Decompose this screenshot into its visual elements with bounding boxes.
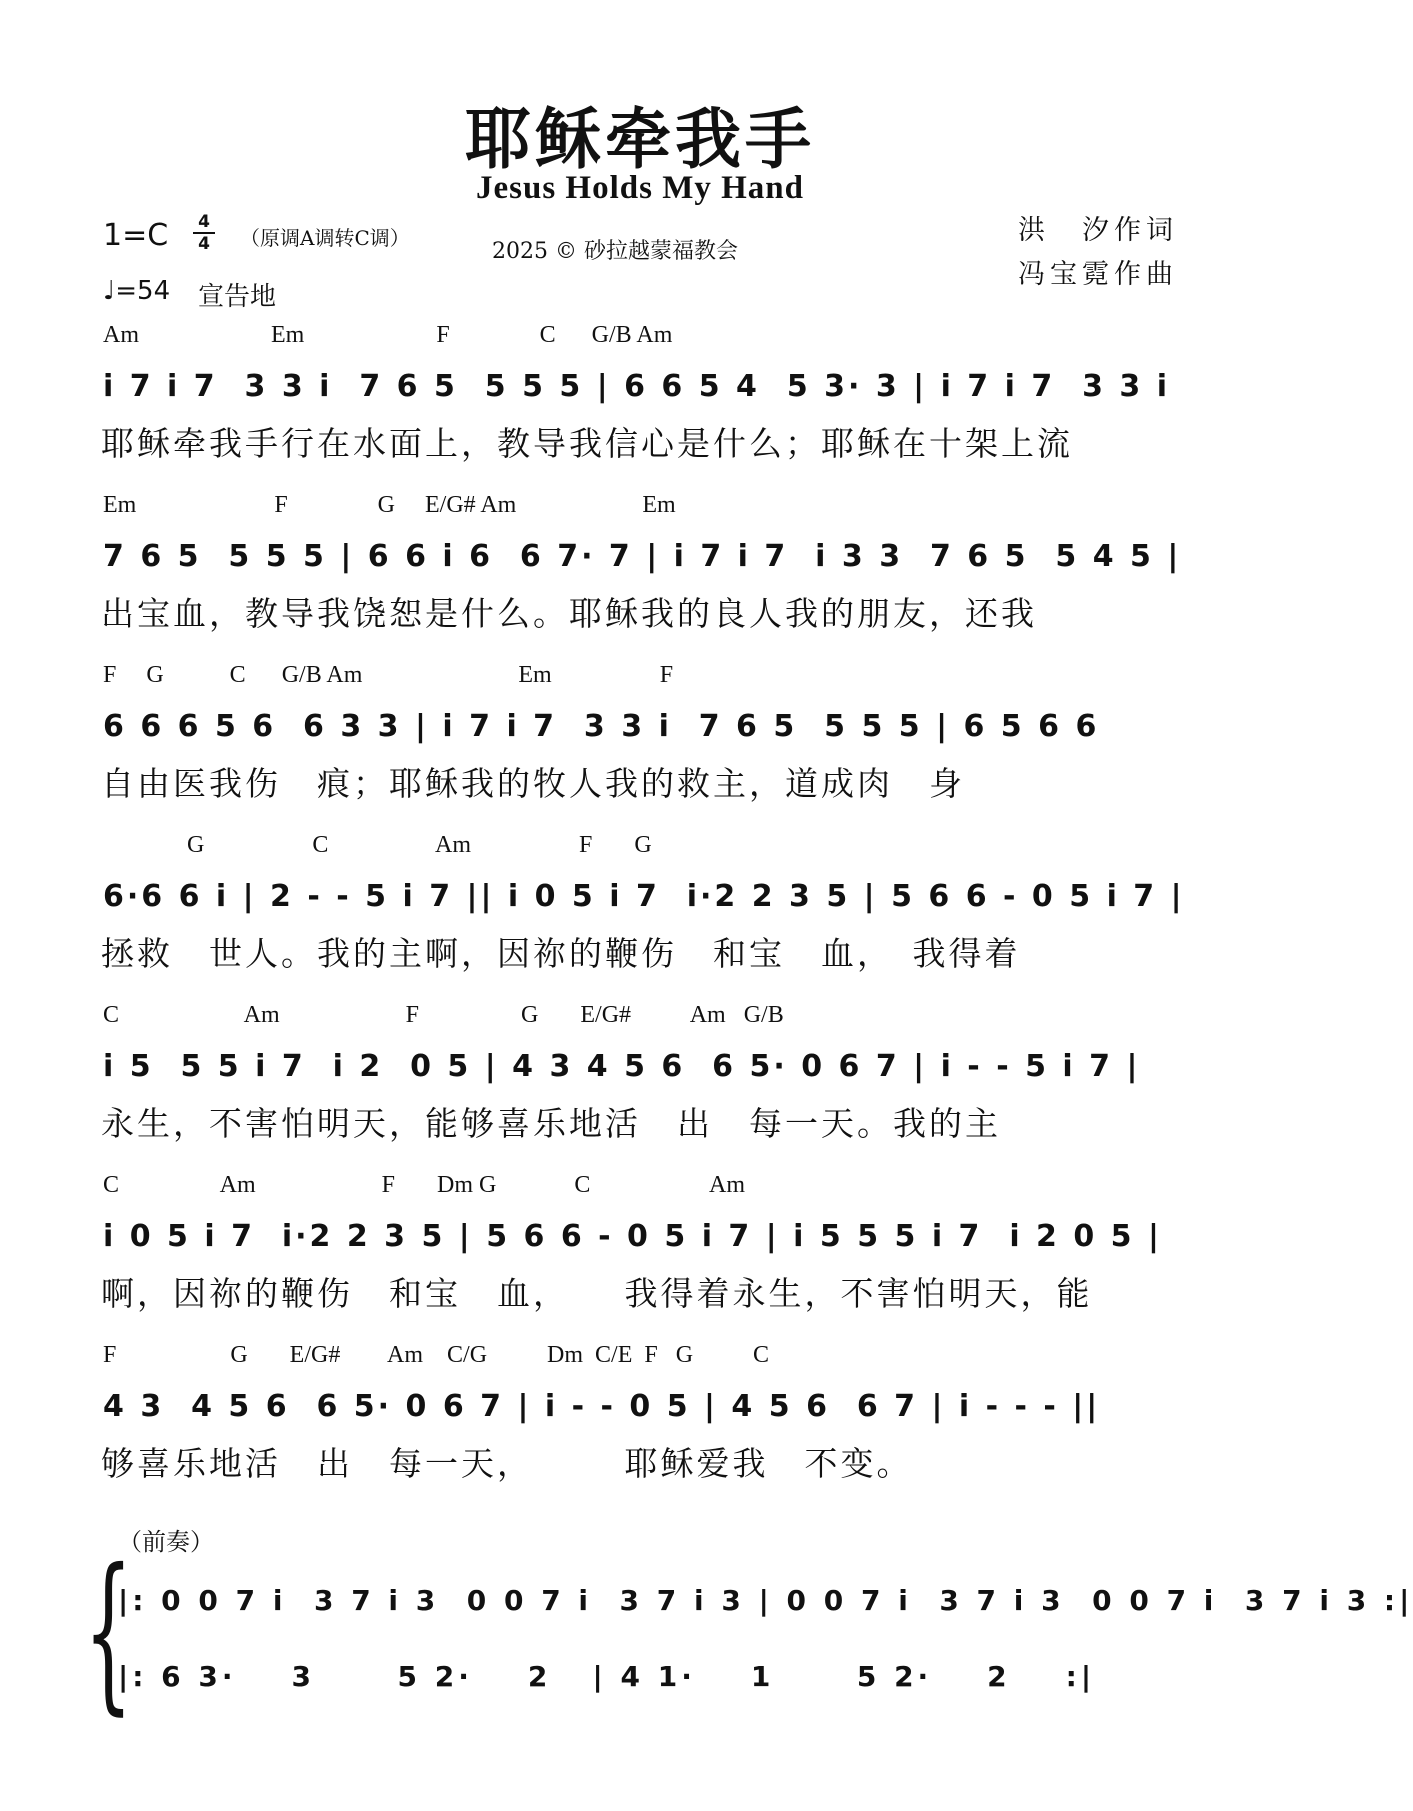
grand-staff-brace: { [84,1533,133,1731]
lyric-line: 永生，不害怕明天，能够喜乐地活 出 每一天。我的主 [101,1104,1001,1143]
lyric-line: 自由医我伤 痕；耶稣我的牧人我的救主，道成肉 身 [101,764,965,803]
composer: 冯宝霓作曲 [1018,259,1178,290]
lyric-line: 拯救 世人。我的主啊，因祢的鞭伤 和宝 血， 我得着 [101,934,1021,973]
key-signature: 1=C [103,218,169,253]
time-signature [193,212,215,254]
notation-line: 7 6 5 5 5 5 | 6 6 i 6 6 7· 7 | i 7 i 7 i 3 3 7 6 5 5 4 5 | [103,539,1182,574]
copyright: 2025 © 砂拉越蒙福教会 [492,239,738,264]
notation-line: 4 3 4 5 6 6 5· 0 6 7 | i - - 0 5 | 4 5 6 6 7 | i - - - || [103,1389,1101,1424]
intro-label: （前奏） [118,1528,214,1556]
intro-left-hand: |: 6 3· 3 5 2· 2 | 4 1· 1 5 2· 2 :| [118,1660,1096,1693]
notation-line: 6 6 6 5 6 6 3 3 | i 7 i 7 3 3 i 7 6 5 5 5 5 | 6 5 6 6 [103,709,1100,744]
time-signature-top: 4 [198,212,210,232]
intro-right-hand: |: 0 0 7 i 3 7 i 3 0 0 7 i 3 7 i 3 | 0 0 7 i 3 7 i 3 0 0 7 i 3 7 i 3 :| [118,1584,1413,1617]
chord-line: Am Em F C G/B Am [103,322,673,348]
lyric-line: 耶稣牵我手行在水面上，教导我信心是什么；耶稣在十架上流 [101,424,1073,463]
lyricist: 洪 汐作词 [1018,215,1178,246]
time-signature-bottom: 4 [198,234,210,254]
notation-line: i 5 5 5 i 7 i 2 0 5 | 4 3 4 5 6 6 5· 0 6 7 | i - - 5 i 7 | [103,1049,1141,1084]
chord-line: G C Am F G [103,832,652,858]
song-subtitle: Jesus Holds My Hand [476,170,804,206]
chord-line: C Am F Dm G C Am [103,1172,746,1198]
music-system [95,662,1195,832]
lyric-line: 够喜乐地活 出 每一天， 耶稣爱我 不变。 [101,1444,913,1483]
chord-line: C Am F G E/G# Am G/B [103,1002,784,1028]
music-system [95,322,1195,492]
music-system [95,492,1195,662]
lyric-line: 啊，因祢的鞭伤 和宝 血， 我得着永生，不害怕明天，能 [101,1274,1093,1313]
chord-line: F G C G/B Am Em F [103,662,674,688]
music-system [95,1342,1195,1512]
music-system [95,1002,1195,1172]
notation-line: i 7 i 7 3 3 i 7 6 5 5 5 5 | 6 6 5 4 5 3· 3 | i 7 i 7 3 3 i [103,369,1171,404]
music-system [95,1172,1195,1342]
music-system [95,832,1195,1002]
chord-line: F G E/G# Am C/G Dm C/E F G C [103,1342,770,1368]
notation-line: i 0 5 i 7 i·2 2 3 5 | 5 6 6 - 0 5 i 7 | i 5 5 5 i 7 i 2 0 5 | [103,1219,1162,1254]
tempo-marking: ♩=54 [103,276,171,306]
expression-marking: 宣告地 [198,282,277,312]
lyric-line: 出宝血，教导我饶恕是什么。耶稣我的良人我的朋友，还我 [101,594,1037,633]
chord-line: Em F G E/G# Am Em [103,492,676,518]
notation-line: 6·6 6 i | 2 - - 5 i 7 || i 0 5 i 7 i·2 2 3 5 | 5 6 6 - 0 5 i 7 | [103,879,1185,914]
original-key-note: （原调A调转C调） [240,226,410,250]
song-title: 耶稣牵我手 [465,100,815,178]
